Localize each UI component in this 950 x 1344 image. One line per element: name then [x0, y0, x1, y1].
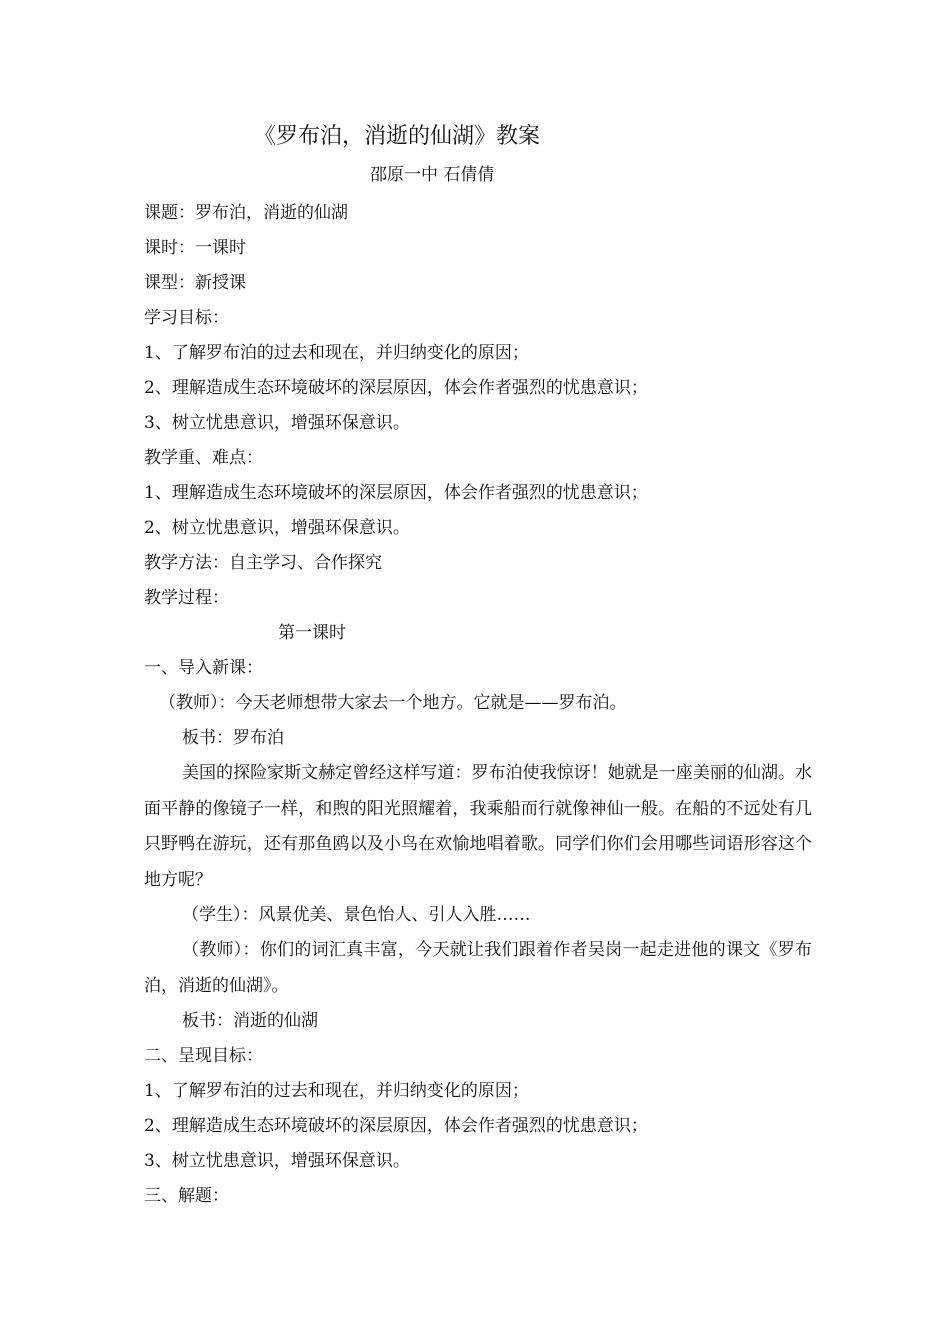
- text-line-goal-2: 2、理解造成生态环境破坏的深层原因，体会作者强烈的忧患意识；: [144, 378, 648, 398]
- document-title: 《罗布泊，消逝的仙湖》教案: [254, 124, 541, 149]
- text-line-key-points-heading: 教学重、难点：: [144, 448, 263, 468]
- text-line-process-heading: 教学过程：: [144, 588, 229, 608]
- document-author: 邵原一中 石倩倩: [370, 165, 495, 185]
- section-3-heading: 三、解题：: [144, 1186, 229, 1206]
- text-line-goals-heading: 学习目标：: [144, 308, 229, 328]
- lesson-heading: 第一课时: [278, 623, 346, 643]
- paragraph-explorer-quote: 美国的探险家斯文赫定曾经这样写道：罗布泊使我惊讶！她就是一座美丽的仙湖。水面平静的像镜子一样，和煦的阳光照耀着，我乘船而行就像神仙一般。在船的不远处有几只野鸭在游玩，还有那鱼鸥以及小鸟在欢愉地唱着歌。同学们你们会用哪些词语形容这个地方呢？: [144, 763, 812, 890]
- text-line-topic: 课题：罗布泊，消逝的仙湖: [144, 203, 348, 223]
- student-line: （学生）：风景优美、景色怡人、引人入胜……: [182, 905, 531, 925]
- board-note-2: 板书：消逝的仙湖: [182, 1011, 318, 1031]
- document-body: [144, 196, 812, 1214]
- teacher-line-1: （教师）：今天老师想带大家去一个地方。它就是——罗布泊。: [159, 693, 627, 713]
- section-1-heading: 一、导入新课：: [144, 658, 263, 678]
- paragraph-teacher-response: （教师）：你们的词汇真丰富，今天就让我们跟着作者吴岗一起走进他的课文《罗布泊，消逝的仙湖》。: [144, 940, 812, 996]
- goal-item-1: 1、了解罗布泊的过去和现在，并归纳变化的原因；: [144, 1081, 529, 1101]
- goal-item-3: 3、树立忧患意识，增强环保意识。: [144, 1151, 410, 1171]
- text-line-method: 教学方法：自主学习、合作探究: [144, 553, 382, 573]
- goal-item-2: 2、理解造成生态环境破坏的深层原因，体会作者强烈的忧患意识；: [144, 1116, 648, 1136]
- section-2-heading: 二、呈现目标：: [144, 1046, 263, 1066]
- board-note-1: 板书：罗布泊: [182, 728, 284, 748]
- text-line-duration: 课时：一课时: [144, 238, 246, 258]
- text-line-goal-1: 1、了解罗布泊的过去和现在，并归纳变化的原因；: [144, 343, 529, 363]
- text-line-key-point-1: 1、理解造成生态环境破坏的深层原因，体会作者强烈的忧患意识；: [144, 483, 648, 503]
- text-line-type: 课型：新授课: [144, 273, 246, 293]
- text-line-goal-3: 3、树立忧患意识，增强环保意识。: [144, 413, 410, 433]
- text-line-key-point-2: 2、树立忧患意识，增强环保意识。: [144, 518, 410, 538]
